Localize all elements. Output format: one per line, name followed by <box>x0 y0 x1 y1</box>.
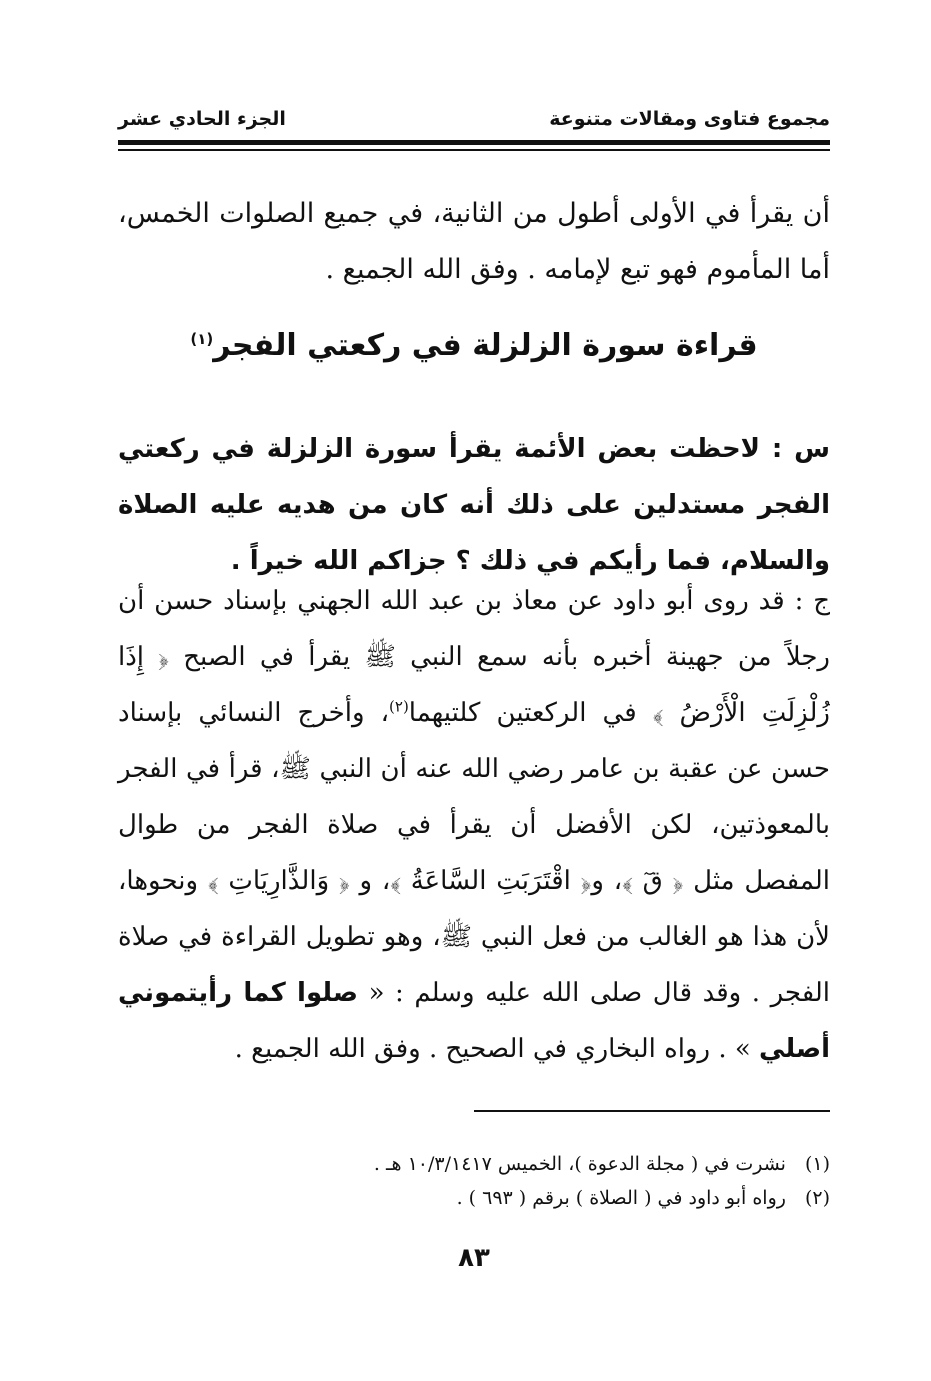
footnotes <box>118 1147 830 1215</box>
footnote-item <box>118 1181 830 1215</box>
hadith-quote: صلوا كما رأيتموني أصلي <box>118 978 830 1064</box>
volume-label: الجزء الحادي عشر <box>118 108 286 130</box>
footnote-number: (١) <box>804 1153 830 1175</box>
section-title <box>118 318 830 374</box>
footnote-text: رواه أبو داود في ( الصلاة ) برقم ( ٦٩٣ ) . <box>456 1187 786 1209</box>
answer-paragraph <box>118 573 830 1077</box>
answer-footnote-ref: (٢) <box>389 697 409 716</box>
page-number: ٨٣ <box>458 1243 490 1273</box>
footnote-text: نشرت في ( مجلة الدعوة )، الخميس ١٠/٣/١٤١٧ هـ . <box>373 1153 786 1175</box>
header-rule-thick <box>118 140 830 145</box>
footnote-number: (٢) <box>804 1187 830 1209</box>
section-title-text: قراءة سورة الزلزلة في ركعتي الفجر <box>213 328 758 363</box>
question-paragraph <box>118 421 830 589</box>
running-header <box>118 104 830 134</box>
footnote-item <box>118 1147 830 1181</box>
answer-text-2: ، وأخرج النسائي بإسناد حسن عن عقبة بن عامر رضي الله عنه أن النبي ﷺ، قرأ في الفجر بالمعوذتين، لكن الأفضل أن يقرأ في صلاة الفجر من طوال المفصل مثل ﴿ قٓ ﴾، و﴿ اقْتَرَبَتِ السَّاعَةُ ﴾، و ﴿ وَالذَّارِيَاتِ ﴾ ونحوها، لأن هذا هو الغالب من فعل النبي ﷺ، وهو تطويل القراءة في صلاة الفجر . وقد قال صلى الله عليه وسلم : « <box>118 698 831 1008</box>
answer-text-1: ج : قد روى أبو داود عن معاذ بن عبد الله الجهني بإسناد حسن أن رجلاً من جهينة أخبره بأنه سمع النبي ﷺ يقرأ في الصبح ﴿ إِذَا زُلْزِلَتِ الْأَرْضُ ﴾ في الركعتين كلتيهما <box>118 586 830 728</box>
intro-paragraph <box>118 186 830 298</box>
book-title: مجموع فتاوى ومقالات متنوعة <box>549 108 830 130</box>
header-rule-thin <box>118 149 830 151</box>
answer-text-3: » . رواه البخاري في الصحيح . وفق الله الجميع . <box>234 1034 751 1064</box>
intro-text: أن يقرأ في الأولى أطول من الثانية، في جميع الصلوات الخمس، أما المأموم فهو تبع لإمامه . وفق الله الجميع . <box>118 198 830 285</box>
title-footnote-ref: (١) <box>190 330 214 348</box>
question-text: س : لاحظت بعض الأئمة يقرأ سورة الزلزلة في ركعتي الفجر مستدلين على ذلك أنه كان من هديه عليه الصلاة والسلام، فما رأيكم في ذلك ؟ جزاكم الله خيراً . <box>118 434 830 576</box>
footnote-separator <box>474 1110 830 1112</box>
